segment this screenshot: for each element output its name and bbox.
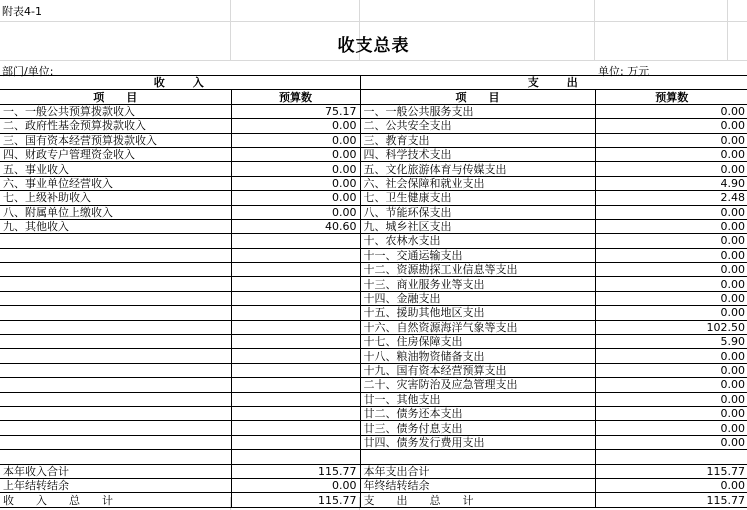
expense-amount-cell: 115.77 [595,464,747,478]
income-item-cell [0,234,231,248]
income-amount-cell [231,435,360,449]
expense-amount-cell: 0.00 [595,306,747,320]
expense-item-cell: 十四、金融支出 [360,291,595,305]
income-amount-cell: 0.00 [231,162,360,176]
income-amount-cell: 0.00 [231,133,360,147]
expense-amount-cell: 5.90 [595,335,747,349]
income-amount-cell [231,277,360,291]
income-item-cell: 三、国有资本经营预算拨款收入 [0,133,231,147]
income-amount-cell [231,392,360,406]
income-item-cell: 九、其他收入 [0,219,231,233]
income-amount-cell [231,406,360,420]
expense-amount-cell: 0.00 [595,277,747,291]
table-row [0,205,747,219]
expense-amount-cell: 0.00 [595,104,747,118]
expense-item-cell: 七、卫生健康支出 [360,191,595,205]
income-item-cell [0,406,231,420]
expense-item-cell: 十七、住房保障支出 [360,335,595,349]
income-item-cell: 六、事业单位经营收入 [0,176,231,190]
expense-item-cell: 十八、粮油物资储备支出 [360,349,595,363]
income-amount-cell [231,349,360,363]
expense-item-cell: 廿四、债务发行费用支出 [360,435,595,449]
table-row [0,464,747,478]
income-amount-cell: 0.00 [231,191,360,205]
income-item-cell: 八、附属单位上缴收入 [0,205,231,219]
expense-item-cell: 十、农林水支出 [360,234,595,248]
table-row [0,248,747,262]
expense-amount-cell: 0.00 [595,406,747,420]
expense-item-cell: 十三、商业服务业等支出 [360,277,595,291]
table-row [0,291,747,305]
income-amount-cell: 115.77 [231,464,360,478]
income-item-cell [0,320,231,334]
expense-amount-cell: 0.00 [595,248,747,262]
expense-amount-cell [595,450,747,464]
expense-amount-cell: 0.00 [595,205,747,219]
income-item-cell: 五、事业收入 [0,162,231,176]
expense-item-cell: 廿三、债务付息支出 [360,421,595,435]
income-amount-cell [231,291,360,305]
table-row [0,421,747,435]
expense-amount-cell: 0.00 [595,219,747,233]
expense-amount-cell: 0.00 [595,147,747,161]
income-item-cell [0,363,231,377]
expense-amount-cell: 0.00 [595,392,747,406]
expense-item-cell: 八、节能环保支出 [360,205,595,219]
expense-item-header: 项 目 [360,90,595,104]
income-item-cell: 二、政府性基金预算拨款收入 [0,119,231,133]
expense-amount-cell: 0.00 [595,263,747,277]
table-row [0,392,747,406]
expense-item-cell [360,450,595,464]
income-item-cell [0,248,231,262]
income-amount-cell: 115.77 [231,493,360,507]
table-row [0,378,747,392]
income-amount-cell: 0.00 [231,205,360,219]
expense-amount-cell: 0.00 [595,119,747,133]
table-row [0,277,747,291]
expense-item-cell: 四、科学技术支出 [360,147,595,161]
summary-table [0,75,747,508]
income-item-cell: 本年收入合计 [0,464,231,478]
income-item-cell [0,291,231,305]
expense-item-cell: 三、教育支出 [360,133,595,147]
unit-label: 单位: 万元 [598,65,650,78]
income-item-cell [0,306,231,320]
income-amount-cell: 40.60 [231,219,360,233]
income-amount-cell [231,363,360,377]
income-amount-cell [231,335,360,349]
expense-item-cell: 廿二、债务还本支出 [360,406,595,420]
table-row [0,162,747,176]
income-item-cell [0,450,231,464]
income-item-header: 项 目 [0,90,231,104]
income-item-cell [0,277,231,291]
table-row [0,478,747,492]
table-row [0,363,747,377]
expense-amount-cell: 0.00 [595,435,747,449]
income-budget-header: 预算数 [231,90,360,104]
table-row [0,435,747,449]
income-item-cell: 收 入 总 计 [0,493,231,507]
table-row [0,320,747,334]
table-row [0,406,747,420]
expense-item-cell: 九、城乡社区支出 [360,219,595,233]
table-row [0,493,747,507]
expense-item-cell: 十九、国有资本经营预算支出 [360,363,595,377]
income-amount-cell: 0.00 [231,147,360,161]
table-row [0,450,747,464]
expense-amount-cell: 102.50 [595,320,747,334]
expense-amount-cell: 0.00 [595,349,747,363]
income-amount-cell [231,450,360,464]
expense-item-cell: 二十、灾害防治及应急管理支出 [360,378,595,392]
expense-item-cell: 十六、自然资源海洋气象等支出 [360,320,595,334]
table-row [0,191,747,205]
income-item-cell: 上年结转结余 [0,478,231,492]
income-item-cell [0,349,231,363]
expense-item-cell: 十一、交通运输支出 [360,248,595,262]
income-item-cell [0,421,231,435]
table-row [0,176,747,190]
income-item-cell: 七、上级补助收入 [0,191,231,205]
income-section-header: 收 入 [0,76,360,90]
table-row [0,147,747,161]
table-row [0,349,747,363]
expense-amount-cell: 0.00 [595,291,747,305]
expense-amount-cell: 4.90 [595,176,747,190]
expense-amount-cell: 0.00 [595,363,747,377]
income-amount-cell [231,248,360,262]
page-title: 收支总表 [337,36,410,56]
appendix-label: 附表4-1 [2,5,42,18]
expense-amount-cell: 0.00 [595,234,747,248]
expense-item-cell: 一、一般公共服务支出 [360,104,595,118]
expense-item-cell: 五、文化旅游体育与传媒支出 [360,162,595,176]
expense-amount-cell: 0.00 [595,378,747,392]
table-row [0,234,747,248]
income-amount-cell: 75.17 [231,104,360,118]
expense-amount-cell: 0.00 [595,421,747,435]
table-row [0,119,747,133]
expense-amount-cell: 0.00 [595,162,747,176]
table-row [0,263,747,277]
expense-amount-cell: 0.00 [595,133,747,147]
income-item-cell [0,392,231,406]
income-item-cell [0,335,231,349]
table-row [0,335,747,349]
income-amount-cell [231,421,360,435]
expense-item-cell: 十五、援助其他地区支出 [360,306,595,320]
expense-item-cell: 支 出 总 计 [360,493,595,507]
income-amount-cell [231,378,360,392]
expense-amount-cell: 115.77 [595,493,747,507]
income-amount-cell [231,320,360,334]
income-amount-cell [231,234,360,248]
table-row [0,133,747,147]
expense-item-cell: 二、公共安全支出 [360,119,595,133]
column-header-row [0,90,747,104]
income-item-cell: 一、一般公共预算拨款收入 [0,104,231,118]
income-amount-cell: 0.00 [231,176,360,190]
income-item-cell [0,378,231,392]
income-amount-cell: 0.00 [231,478,360,492]
expense-amount-cell: 0.00 [595,478,747,492]
table-row [0,104,747,118]
expense-item-cell: 本年支出合计 [360,464,595,478]
expense-item-cell: 年终结转结余 [360,478,595,492]
income-item-cell [0,263,231,277]
expense-amount-cell: 2.48 [595,191,747,205]
section-header-row [0,76,747,90]
expense-item-cell: 六、社会保障和就业支出 [360,176,595,190]
income-item-cell [0,435,231,449]
income-item-cell: 四、财政专户管理资金收入 [0,147,231,161]
expense-item-cell: 廿一、其他支出 [360,392,595,406]
income-amount-cell [231,263,360,277]
expense-section-header: 支 出 [360,76,747,90]
table-row [0,306,747,320]
expense-item-cell: 十二、资源勘探工业信息等支出 [360,263,595,277]
income-amount-cell [231,306,360,320]
table-row [0,219,747,233]
income-amount-cell: 0.00 [231,119,360,133]
dept-label: 部门/单位: [2,65,54,78]
expense-budget-header: 预算数 [595,90,747,104]
